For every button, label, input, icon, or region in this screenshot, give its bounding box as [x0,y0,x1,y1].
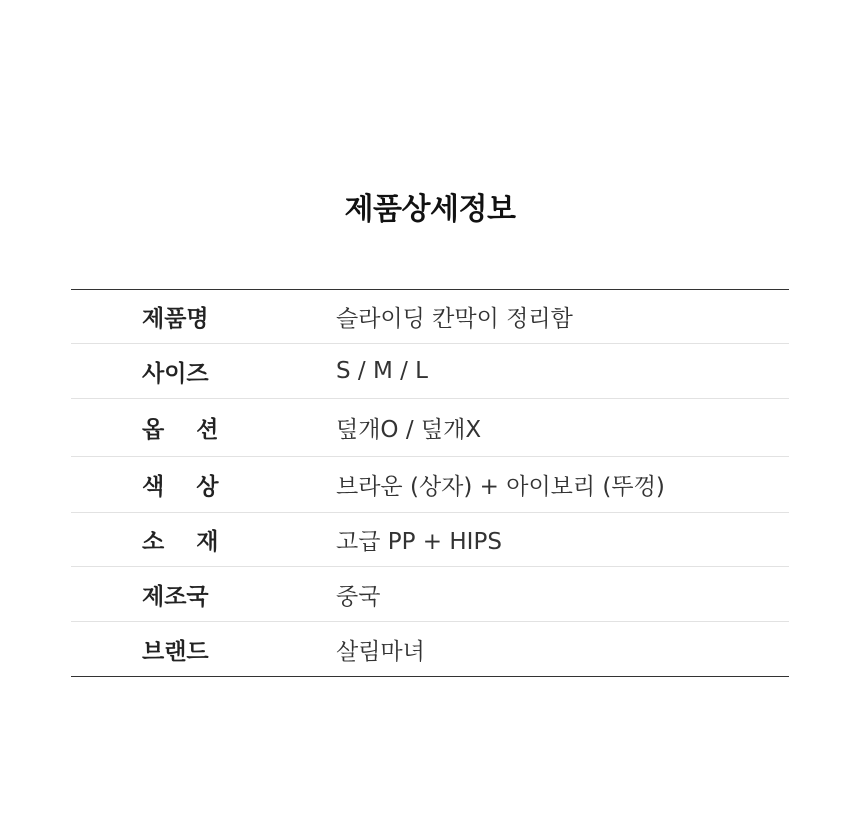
spec-row-origin [71,567,789,622]
spec-row-option [71,399,789,457]
spec-label: 브랜드 [142,638,209,665]
spec-value: 살림마녀 [336,638,425,665]
spec-row-size [71,344,789,399]
spec-row-product-name [71,290,789,344]
spec-row-material [71,513,789,567]
page-title: 제품상세정보 [344,192,516,227]
spec-value: S / M / L [336,358,428,384]
spec-label: 제품명 [142,306,209,332]
spec-label: 소 재 [142,529,219,555]
spec-label: 색 상 [142,474,219,500]
spec-value: 고급 PP + HIPS [336,529,502,555]
spec-label: 사이즈 [142,360,209,387]
spec-row-brand [71,622,789,676]
spec-value: 브라운 (상자) + 아이보리 (뚜껑) [336,474,665,500]
spec-label: 제조국 [142,583,209,610]
spec-value: 덮개O / 덮개X [336,417,482,443]
spec-value: 슬라이딩 칸막이 정리함 [336,306,573,332]
spec-table [71,289,789,677]
spec-row-color [71,457,789,513]
spec-value: 중국 [336,583,381,610]
spec-label: 옵 션 [142,417,219,443]
